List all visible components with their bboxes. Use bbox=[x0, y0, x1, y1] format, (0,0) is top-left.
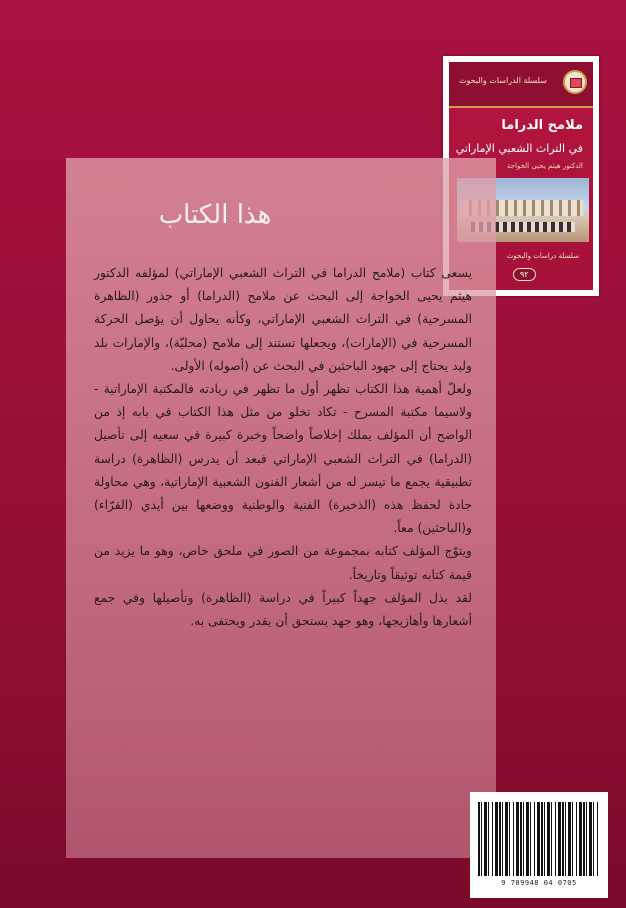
cover-author: الدكتور هيثم يحيى الخواجة bbox=[506, 162, 583, 170]
cover-title: ملامح الدراما bbox=[501, 118, 583, 133]
cover-series-number: ٩٢ bbox=[513, 268, 536, 281]
description-paragraph-3: ويتوّج المؤلف كتابه بمجموعة من الصور في ملحق خاص، وهو ما يزيد من قيمة كتابه توثيقاً وتاريخاً. bbox=[94, 544, 472, 582]
description-paragraph-2: ولعلّ أهمية هذا الكتاب تظهر أول ما تظهر في ريادته فالمكتبة الإماراتية - ولاسيما مكتبة المسرح - تكاد تخلو من مثل هذا الكتاب في بابه إذ من الواضح أن المؤلف يملك إخلاصاً واضحاً وخبرة كبيرة في سعيه إلى تأصيل (الدراما) في التراث الشعبي الإماراتي فبعد أن يدرس (الظاهرة) دراسة تطبيقية يجمع ما تيسر له من أشعار الفنون الشعبية الإماراتية، وهي محاولة جادة لحفظ هذه (الذخيرة) الفنية والوطنية ووضعها بين أيدي (القرّاء) و(الباحثين) معاً. bbox=[94, 382, 472, 536]
description-paragraph-4: لقد بذل المؤلف جهداً كبيراً في دراسة (الظاهرة) وتأصيلها وفي جمع أشعارها وأهازيجها، وهو جهد يستحق أن يقدر ويحتفى به. bbox=[94, 590, 472, 629]
cover-series-label: سلسلة الدراسات والبحوث bbox=[459, 76, 547, 85]
section-heading: هذا الكتاب bbox=[158, 200, 272, 230]
barcode-bars bbox=[478, 802, 600, 876]
cover-subtitle: في التراث الشعبي الإماراتي bbox=[455, 142, 583, 155]
isbn-barcode bbox=[470, 792, 608, 898]
publisher-logo-icon bbox=[563, 70, 587, 94]
cover-series-bottom: سلسلة دراسات والبحوث bbox=[506, 252, 579, 260]
description-paragraph-1: يسعى كتاب (ملامح الدراما في التراث الشعبي الإماراتي) لمؤلفه الدكتور هيثم يحيى الخواجة إلى البحث عن ملامح (الدراما) أو جذور (الظاهرة المسرحية) في التراث الشعبي الإماراتي، وكأنه يحاول أن يؤصل الحركة المسرحية في (الإمارات)، ويجعلها تستند إلى ملامح (محليّة)، والإمارات بلد وليد يحتاج إلى جهود الباحثين في البحث عن (أصوله) الأولى. bbox=[94, 266, 472, 373]
barcode-number: 9 789948 04 0705 bbox=[501, 879, 577, 887]
book-description bbox=[94, 262, 472, 633]
